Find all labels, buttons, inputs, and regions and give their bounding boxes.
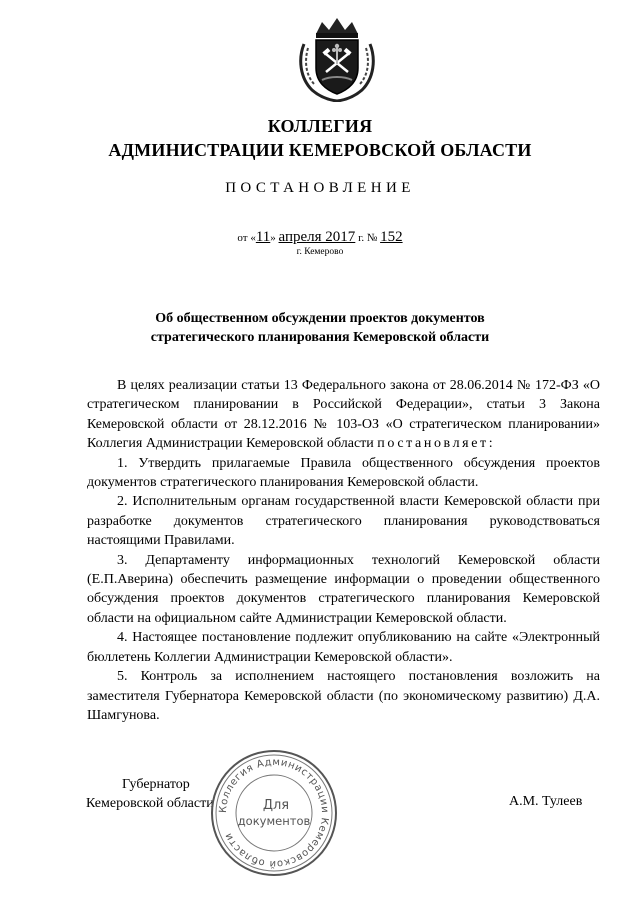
- document-subject: [0, 309, 640, 347]
- date-prefix: от «: [237, 232, 256, 244]
- resolution-item: 3. Департаменту информационных технологий Кемеровской области (Е.П.Аверина) обеспечить размещение информации о проведении общественного обсуждения проектов документов стратегического планирования Кемеровской области на официальном сайте Администрации Кемеровской области.: [87, 552, 600, 626]
- stamp-ring-text: Коллегия Администрации Кемеровской области: [217, 756, 331, 870]
- org-title-line1: КОЛЛЕГИЯ: [267, 116, 373, 136]
- signatory-title: [86, 775, 214, 813]
- document-body: [87, 376, 600, 725]
- subject-line1: Об общественном обсуждении проектов документов: [155, 311, 485, 326]
- date-number-line: [0, 229, 640, 246]
- preamble-text: В целях реализации статьи 13 Федерального закона от 28.06.2014 № 172-ФЗ «О стратегическом планировании в Российской Федерации», статьи 3 Закона Кемеровской области от 28.12.2016 № 103-ОЗ «О стратегическом планировании» Коллегия Администрации Кемеровской области: [87, 378, 600, 452]
- date-day: 11: [255, 229, 271, 245]
- resolution-item: 2. Исполнительным органам государственной власти Кемеровской области при разработке документов стратегического планирования руководствоваться настоящими Правилами.: [87, 494, 600, 549]
- resolution-item: 5. Контроль за исполнением настоящего постановления возложить на заместителя Губернатора Кемеровской области (по экономическому развитию) Д.А. Шамгунова.: [87, 669, 600, 723]
- signatory-title-line1: Губернатор: [122, 777, 190, 792]
- stamp-center-line2: документов: [237, 814, 311, 828]
- date-month-year: апреля 2017: [278, 229, 356, 245]
- signatory-name: А.М. Тулеев: [509, 794, 583, 809]
- stamp-center-line1: Для: [262, 798, 290, 813]
- signatory-title-line2: Кемеровской области: [86, 796, 214, 811]
- org-title-line2: АДМИНИСТРАЦИИ КЕМЕРОВСКОЙ ОБЛАСТИ: [108, 140, 532, 160]
- resolution-item: 4. Настоящее постановление подлежит опубликованию на сайте «Электронный бюллетень Коллегии Администрации Кемеровской области».: [87, 630, 600, 665]
- document-number: 152: [380, 229, 403, 245]
- document-type: ПОСТАНОВЛЕНИЕ: [225, 180, 415, 196]
- date-day-close: »: [270, 232, 276, 244]
- date-year-suffix: г.: [358, 232, 365, 244]
- city-line: г. Кемерово: [296, 247, 344, 257]
- subject-line2: стратегического планирования Кемеровской области: [150, 330, 490, 345]
- resolves-word: постановляет:: [377, 436, 496, 452]
- official-stamp-icon: [208, 747, 340, 879]
- preamble-paragraph: [87, 376, 600, 454]
- resolution-item: 1. Утвердить прилагаемые Правила общественного обсуждения проектов документов стратегического планирования Кемеровской области.: [87, 455, 600, 491]
- number-sign: №: [366, 232, 378, 244]
- coat-of-arms-icon: [296, 14, 378, 102]
